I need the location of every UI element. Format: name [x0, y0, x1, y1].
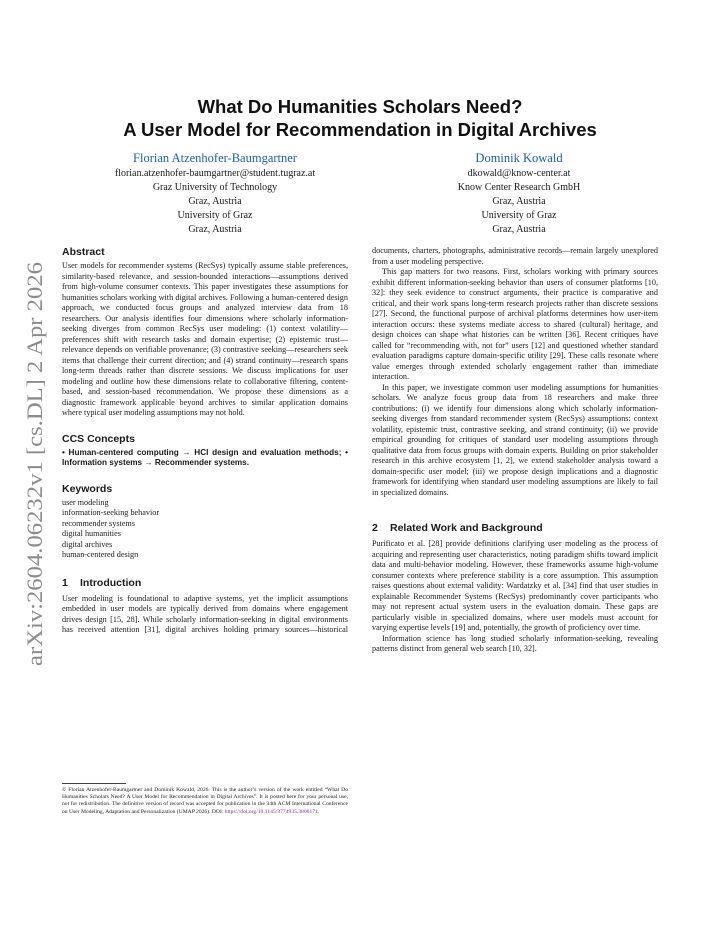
left-column	[62, 246, 348, 636]
section-title: Related Work and Background	[390, 522, 543, 534]
author-affiliation: University of Graz	[177, 210, 253, 222]
author-location: Graz, Austria	[188, 224, 242, 236]
footnote-rule	[62, 783, 126, 784]
title-line-2: A User Model for Recommendation in Digital Archives	[123, 119, 597, 140]
author-affiliation: Know Center Research GmbH	[457, 182, 581, 194]
author-location: Graz, Austria	[188, 196, 242, 208]
keyword-item: recommender systems	[62, 518, 135, 528]
author-block-1	[85, 151, 345, 237]
right-column	[372, 246, 658, 655]
keyword-item: digital archives	[62, 539, 113, 549]
author-name: Dominik Kowald	[475, 151, 563, 165]
ccs-heading: CCS Concepts	[62, 432, 135, 445]
footnote-end: .	[317, 808, 320, 815]
section-title: Introduction	[80, 576, 142, 589]
keyword-item: information-seeking behavior	[62, 508, 160, 517]
copyright-footnote	[62, 783, 348, 816]
doi-link[interactable]: https://doi.org/10.1145/3774935.3806171	[224, 808, 318, 815]
paper-title	[60, 95, 660, 141]
related-paragraph-2: Information science has long studied scholarly information-seeking, revealing patterns distinct from general web search [10, 32].	[372, 633, 658, 653]
author-email: florian.atzenhofer-baumgartner@student.tugraz.at	[114, 168, 316, 179]
author-affiliation: Graz University of Technology	[152, 182, 278, 194]
author-email: dkowald@know-center.at	[467, 168, 571, 179]
section-number: 2	[372, 522, 378, 534]
abstract-text: User models for recommender systems (RecSys) typically assume stable preferences, similarity-based relevance, and session-bounded interactions—assumptions derived from high-volume consumer contexts. This paper investigates these assumptions for humanities scholars working with digital archives. Following a human-centered design approach, we conducted focus groups and analyzed interview data from 18 researchers. Our analysis identifies four dimensions where scholarly information-seeking diverges from common RecSys user modeling: (1) context volatility—preferences shift with research tasks and domain expertise; (2) epistemic trust—relevance depends on verifiable provenance; (3) contrastive seeking—researchers seek items that challenge their current direction; and (4) strand continuity—research spans long-term threads rather than discrete sessions. We discuss implications for user modeling and outline how these dimensions relate to collaborative filtering, content-based, and session-based recommendation. We propose these dimensions as a diagnostic framework applicable beyond archives to similar application domains where typical user modeling assumptions may not hold.	[62, 261, 348, 417]
keyword-item: digital humanities	[62, 529, 121, 538]
author-location: Graz, Austria	[492, 196, 546, 208]
abstract-heading: Abstract	[62, 246, 105, 258]
keyword-item: user modeling	[62, 497, 109, 507]
intro-paragraph-1: User modeling is foundational to adaptive systems, yet the implicit assumptions embedded in user models are typically derived from domains where engagement drives design [15, 28]. While scholarly information-seeking in digital environments has received attention [31], digital archives holding primary sources—historical	[62, 593, 348, 634]
section-heading-related-work	[372, 522, 658, 535]
related-paragraph-1: Purificato et al. [28] provide definitions clarifying user modeling as the process of acquiring and representing user characteristics, noting paradigm shifts toward implicit data and multi-behavior modeling. However, these frameworks assume high-volume consumer contexts where preference stability is a core assumption. This assumption raises questions about external validity: Wardatzky et al. [34] find that user studies in explainable Recommender Systems (RecSys) predominantly cover participants who may not represent actual system users in the evaluation domain. These gaps are particularly visible in specialized domains, where user models must account for varying expertise levels [19] and, potentially, the growth of proficiency over time.	[372, 539, 658, 632]
keywords-list	[62, 498, 348, 561]
ccs-concepts	[62, 448, 348, 469]
arxiv-stamp	[18, 262, 50, 666]
author-location: Graz, Austria	[492, 224, 546, 236]
arxiv-identifier: arXiv:2604.06232v1 [cs.DL] 2 Apr 2026	[22, 305, 47, 666]
section-number: 1	[62, 576, 68, 589]
intro-paragraph-2: This gap matters for two reasons. First, scholars working with primary sources exhibit different information-seeking behavior than users of consumer platforms [10, 32]: they seek evidence to construct arguments, their practice is comparative and critical, and their work spans long-term research projects rather than discrete sessions [27]. Second, the functional purpose of archival platforms determines how user-item interaction occurs: these systems mediate access to shared (cultural) heritage, and design choices can shape what histories can be written [36]. Recent critiques have called for “recommending with, not for” users [12] and questioned whether standard evaluation paradigms capture domain-specific utility [29]. These calls resonate where value emerges through extended scholarly engagement rather than immediate interaction.	[372, 267, 658, 381]
ccs-text: • Human-centered computing → HCI design and evaluation methods; • Information systems → Recommender systems.	[62, 447, 348, 467]
intro-paragraph-1-continued: documents, charters, photographs, administrative records—remain largely unexplored from a user modeling perspective.	[372, 246, 658, 266]
footnote-body: © Florian Atzenhofer-Baumgartner and Dominik Kowald, 2026. This is the author’s version of the work entitled “What Do Humanities Scholars Need? A User Model for Recommendation in Digital Archives”. It is posted here for your personal use, not for redistribution. The definitive version of record was accepted for publication in the 34th ACM International Conference on User Modeling, Adaptation and Personalization (UMAP 2026). DOI:	[62, 787, 348, 815]
footnote-text	[62, 787, 348, 816]
intro-paragraph-3: In this paper, we investigate common user modeling assumptions for humanities scholars. We analyze focus group data from 18 researchers and make three contributions: (i) we identify four dimensions along which scholarly information-seeking diverges from standard recommender system (RecSys) assumptions: context volatility, epistemic trust, contrastive seeking, and strand continuity; (ii) we provide empirical grounding for critiques of standard user modeling assumptions through qualitative data from focus groups with domain experts. Building on prior stakeholder research in this archive ecosystem [1, 2], we extend stakeholder analysis toward a domain-specific user model; (iii) we propose design implications and a diagnostic framework for identifying when standard user modeling assumptions are likely to fail in specialized domains.	[372, 382, 658, 497]
author-name: Florian Atzenhofer-Baumgartner	[133, 151, 297, 165]
section-heading-introduction	[62, 577, 348, 590]
author-affiliation: University of Graz	[481, 210, 557, 222]
title-line-1: What Do Humanities Scholars Need?	[197, 96, 523, 117]
keyword-item: human-centered design	[62, 550, 139, 559]
author-block-2	[380, 151, 658, 237]
keywords-heading: Keywords	[62, 482, 113, 495]
